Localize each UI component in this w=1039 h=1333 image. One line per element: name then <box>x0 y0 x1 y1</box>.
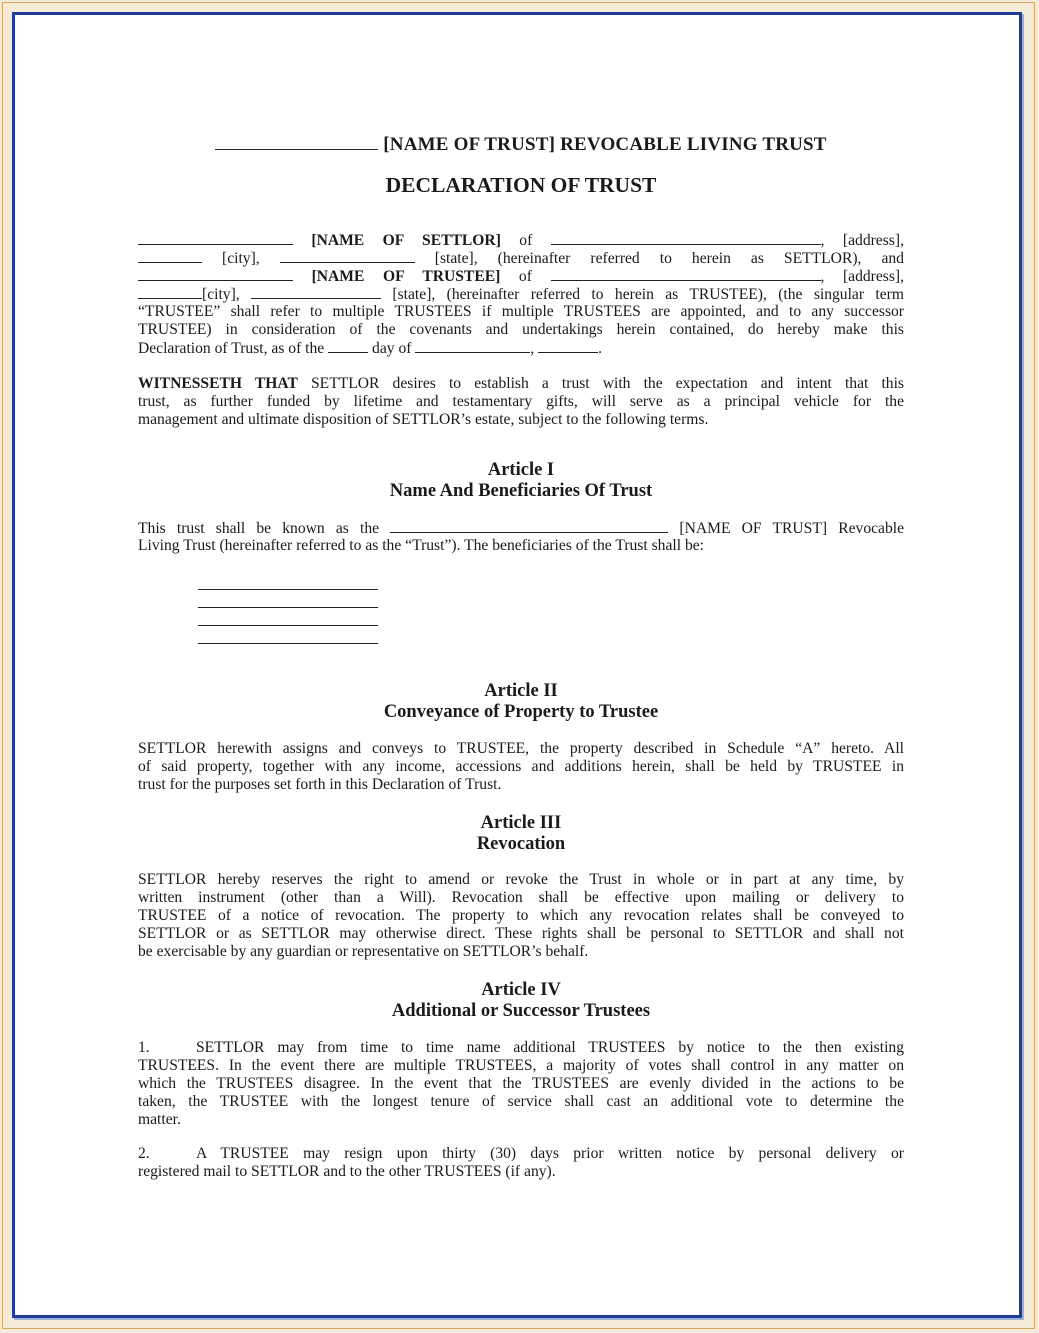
document-page <box>12 12 1022 1318</box>
intro-line: “TRUSTEE” shall refer to multiple TRUSTEES if multiple TRUSTEES are appointed, and to any successor <box>138 303 904 320</box>
article-3-line: TRUSTEE of a notice of revocation. The property to which any revocation relates shall be conveyed to <box>138 907 904 924</box>
article-4-line: registered mail to SETTLOR and to the other TRUSTEES (if any). <box>138 1163 556 1180</box>
article-2-line: trust for the purposes set forth in this Declaration of Trust. <box>138 776 502 793</box>
article-2-heading <box>138 681 904 723</box>
intro-line: TRUSTEE) in consideration of the covenants and undertakings herein contained, do hereby make this <box>138 321 904 338</box>
article-3-title: Revocation <box>476 834 566 854</box>
article-4-line: 1. SETTLOR may from time to time name additional TRUSTEES by notice to the then existing <box>138 1039 904 1056</box>
blank-trust-name <box>215 136 378 150</box>
article-1-number: Article I <box>487 460 555 480</box>
article-4-title: Additional or Successor Trustees <box>391 1001 651 1021</box>
beneficiary-blank <box>198 589 378 590</box>
article-1-line: Living Trust (hereinafter referred to as the “Trust”). The beneficiaries of the Trust shall be: <box>138 537 705 554</box>
article-4-line: matter. <box>138 1111 181 1128</box>
intro-line: Declaration of Trust, as of the day of , . <box>138 340 603 357</box>
beneficiary-blank <box>198 607 378 608</box>
article-1-title: Name And Beneficiaries Of Trust <box>389 481 653 501</box>
intro-line: [NAME OF TRUSTEE] of , [address], <box>138 267 904 285</box>
witness-line: WITNESSETH THAT SETTLOR desires to establish a trust with the expectation and intent that this <box>138 375 905 392</box>
article-2-title: Conveyance of Property to Trustee <box>383 702 659 722</box>
article-3-paragraph <box>138 871 904 961</box>
article-4-item-1 <box>138 1039 904 1129</box>
article-2-number: Article II <box>484 681 558 701</box>
article-3-heading <box>138 813 904 855</box>
intro-line: [NAME OF SETTLOR] of , [address], <box>138 231 904 249</box>
witnesseth-paragraph <box>138 375 904 429</box>
article-3-line: written instrument (other than a Will). Revocation shall be effective upon mailing or delivery to <box>138 889 904 906</box>
intro-line: [city], [state], (hereinafter referred to herein as TRUSTEE), (the singular term <box>138 285 904 303</box>
article-4-line: taken, the TRUSTEE with the longest tenure of service shall cast an additional vote to determine the <box>138 1093 904 1110</box>
article-4-heading <box>138 980 904 1022</box>
intro-paragraph <box>138 231 904 357</box>
article-4-item-2 <box>138 1145 904 1181</box>
title-line-1: [NAME OF TRUST] REVOCABLE LIVING TRUST <box>383 134 827 155</box>
beneficiary-blank <box>198 643 378 644</box>
witness-line: trust, as further funded by lifetime and testamentary gifts, will serve as a principal vehicle for the <box>138 393 904 410</box>
article-1-heading <box>138 460 904 502</box>
article-4-number: Article IV <box>481 980 561 1000</box>
witness-line: management and ultimate disposition of SETTLOR’s estate, subject to the following terms. <box>138 411 709 428</box>
trust-name-title <box>138 136 904 154</box>
article-3-line: SETTLOR hereby reserves the right to amend or revoke the Trust in whole or in part at any time, by <box>138 871 904 888</box>
article-1-line: This trust shall be known as the [NAME OF TRUST] Revocable <box>138 520 905 537</box>
article-2-line: SETTLOR herewith assigns and conveys to TRUSTEE, the property described in Schedule “A” hereto. All <box>138 740 904 757</box>
article-3-number: Article III <box>480 813 562 833</box>
article-4-line: which the TRUSTEES disagree. In the event that the TRUSTEES are evenly divided in the actions to be <box>138 1075 904 1092</box>
intro-line: [city], [state], (hereinafter referred to herein as SETTLOR), and <box>138 249 904 267</box>
article-4-line: 2. A TRUSTEE may resign upon thirty (30) days prior written notice by personal delivery or <box>138 1145 904 1162</box>
page-title: DECLARATION OF TRUST <box>385 173 657 197</box>
article-3-line: SETTLOR or as SETTLOR may otherwise direct. These rights shall be personal to SETTLOR and shall not <box>138 925 904 942</box>
article-2-paragraph <box>138 740 904 794</box>
article-4-line: TRUSTEES. In the event there are multiple TRUSTEES, a majority of votes shall control in any matter on <box>138 1057 904 1074</box>
article-2-line: of said property, together with any income, accessions and additions herein, shall be held by TRUSTEE in <box>138 758 904 775</box>
article-1-paragraph <box>138 519 904 555</box>
beneficiary-blank <box>198 625 378 626</box>
article-3-line: be exercisable by any guardian or representative on SETTLOR’s behalf. <box>138 943 589 960</box>
